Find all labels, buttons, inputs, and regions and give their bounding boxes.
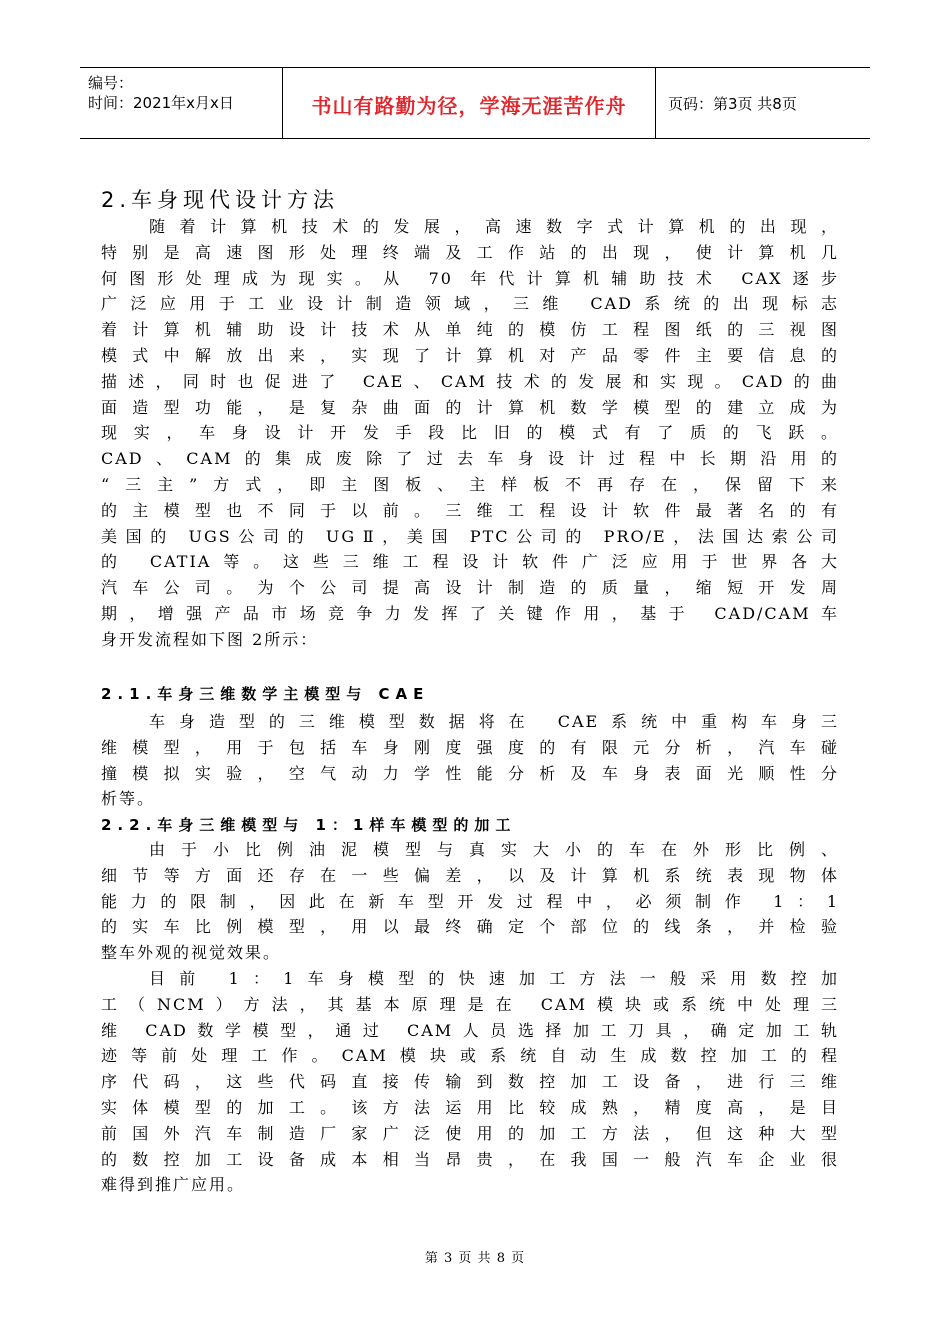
- text-line: 着计算机辅助设计技术从单纯的模仿工程图纸的三视图: [101, 320, 839, 340]
- text-line: 汽车公司。为个公司提高设计制造的质量，缩短开发周: [101, 578, 839, 598]
- number-label: 编号：: [88, 74, 134, 92]
- text-line: 实体模型的加工。该方法运用比较成熟，精度高，是目: [101, 1097, 839, 1117]
- text-line: 序代码，这些代码直接传输到数控加工设备，进行三维: [101, 1072, 839, 1092]
- text-line: 身开发流程如下图 2所示：: [101, 629, 319, 649]
- motto: 书山有路勤为径，学海无涯苦作舟: [311, 94, 627, 118]
- page-footer: 第 3 页 共 8 页: [424, 1251, 526, 1266]
- text-line: 目前 1：1车身模型的快速加工方法一般采用数控加: [149, 969, 839, 988]
- text-line: CAD、CAM的集成废除了过去车身设计过程中长期沿用的: [101, 449, 839, 469]
- text-line: 细节等方面还存在一些偏差，以及计算机系统表现物体: [101, 865, 839, 885]
- text-line: 的数控加工设备成本相当昂贵，在我国一般汽车企业很: [101, 1149, 839, 1169]
- text-line: 期，增强产品市场竞争力发挥了关键作用，基于 CAD/CAM车: [101, 603, 839, 623]
- text-line: “三主”方式，即主图板、主样板不再存在，保留下来: [101, 474, 839, 494]
- text-line: 的 CATIA等。这些三维工程设计软件广泛应用于世界各大: [101, 552, 839, 572]
- section-title: 2.车身现代设计方法: [101, 188, 340, 212]
- date-label: 时间：2021年x月x日: [88, 94, 234, 112]
- page-header: [80, 67, 870, 139]
- page-number-label: 页码：第3页 共8页: [668, 95, 797, 113]
- paragraph-3: [101, 837, 839, 966]
- text-line: 描述，同时也促进了 CAE、CAM技术的发展和实现。CAD的曲: [101, 371, 839, 391]
- text-line: 撞模拟实验，空气动力学性能分析及车身表面光顺性分: [101, 763, 839, 783]
- text-line: 现实，车身设计开发手段比旧的模式有了质的飞跃。: [101, 423, 839, 443]
- paragraph-4: [101, 966, 839, 1198]
- text-line: 美国的 UGS公司的 UGⅡ，美国 PTC公司的 PRO/E，法国达索公司: [101, 526, 839, 546]
- header-page-cell: [656, 68, 870, 138]
- text-line: 能力的限制，因此在新车型开发过程中，必须制作 1：1: [101, 891, 839, 911]
- text-line: 维 CAD数学模型，通过 CAM人员选择加工刀具，确定加工轨: [101, 1020, 839, 1040]
- text-line: 模式中解放出来，实现了计算机对产品零件主要信息的: [101, 345, 839, 365]
- text-line: 难得到推广应用。: [101, 1175, 246, 1195]
- paragraph-1: [101, 214, 839, 653]
- text-line: 特别是高速图形处理终端及工作站的出现，使计算机几: [101, 242, 839, 262]
- text-line: 工（NCM）方法，其基本原理是在 CAM模块或系统中处理三: [101, 994, 839, 1014]
- text-line: 整车外观的视觉效果。: [101, 943, 282, 963]
- text-line: 析等。: [101, 789, 156, 809]
- subsection-title-2-2: 2.2.车身三维模型与 1：1样车模型的加工: [101, 816, 517, 834]
- text-line: 维模型，用于包括车身刚度强度的有限元分析，汽车碰: [101, 737, 839, 757]
- text-line: 车身造型的三维模型数据将在 CAE系统中重构车身三: [149, 712, 839, 731]
- text-line: 何图形处理成为现实。从 70 年代计算机辅助技术 CAX逐步: [101, 268, 839, 288]
- subsection-title-2-1: 2.1.车身三维数学主模型与 CAE: [101, 685, 430, 703]
- text-line: 前国外汽车制造厂家广泛使用的加工方法，但这种大型: [101, 1123, 839, 1143]
- paragraph-2: [101, 709, 839, 812]
- text-line: 的主模型也不同于以前。三维工程设计软件最著名的有: [101, 500, 839, 520]
- text-line: 面造型功能，是复杂曲面的计算机数学模型的建立成为: [101, 397, 839, 417]
- text-line: 广泛应用于工业设计制造领域，三维 CAD系统的出现标志: [101, 294, 839, 314]
- header-meta-cell: [80, 68, 283, 138]
- text-line: 随着计算机技术的发展，高速数字式计算机的出现，: [149, 217, 839, 236]
- text-line: 由于小比例油泥模型与真实大小的车在外形比例、: [149, 840, 839, 859]
- header-motto-cell: [283, 68, 656, 138]
- text-line: 迹等前处理工作。CAM模块或系统自动生成数控加工的程: [101, 1046, 839, 1066]
- text-line: 的实车比例模型，用以最终确定个部位的线条，并检验: [101, 917, 839, 937]
